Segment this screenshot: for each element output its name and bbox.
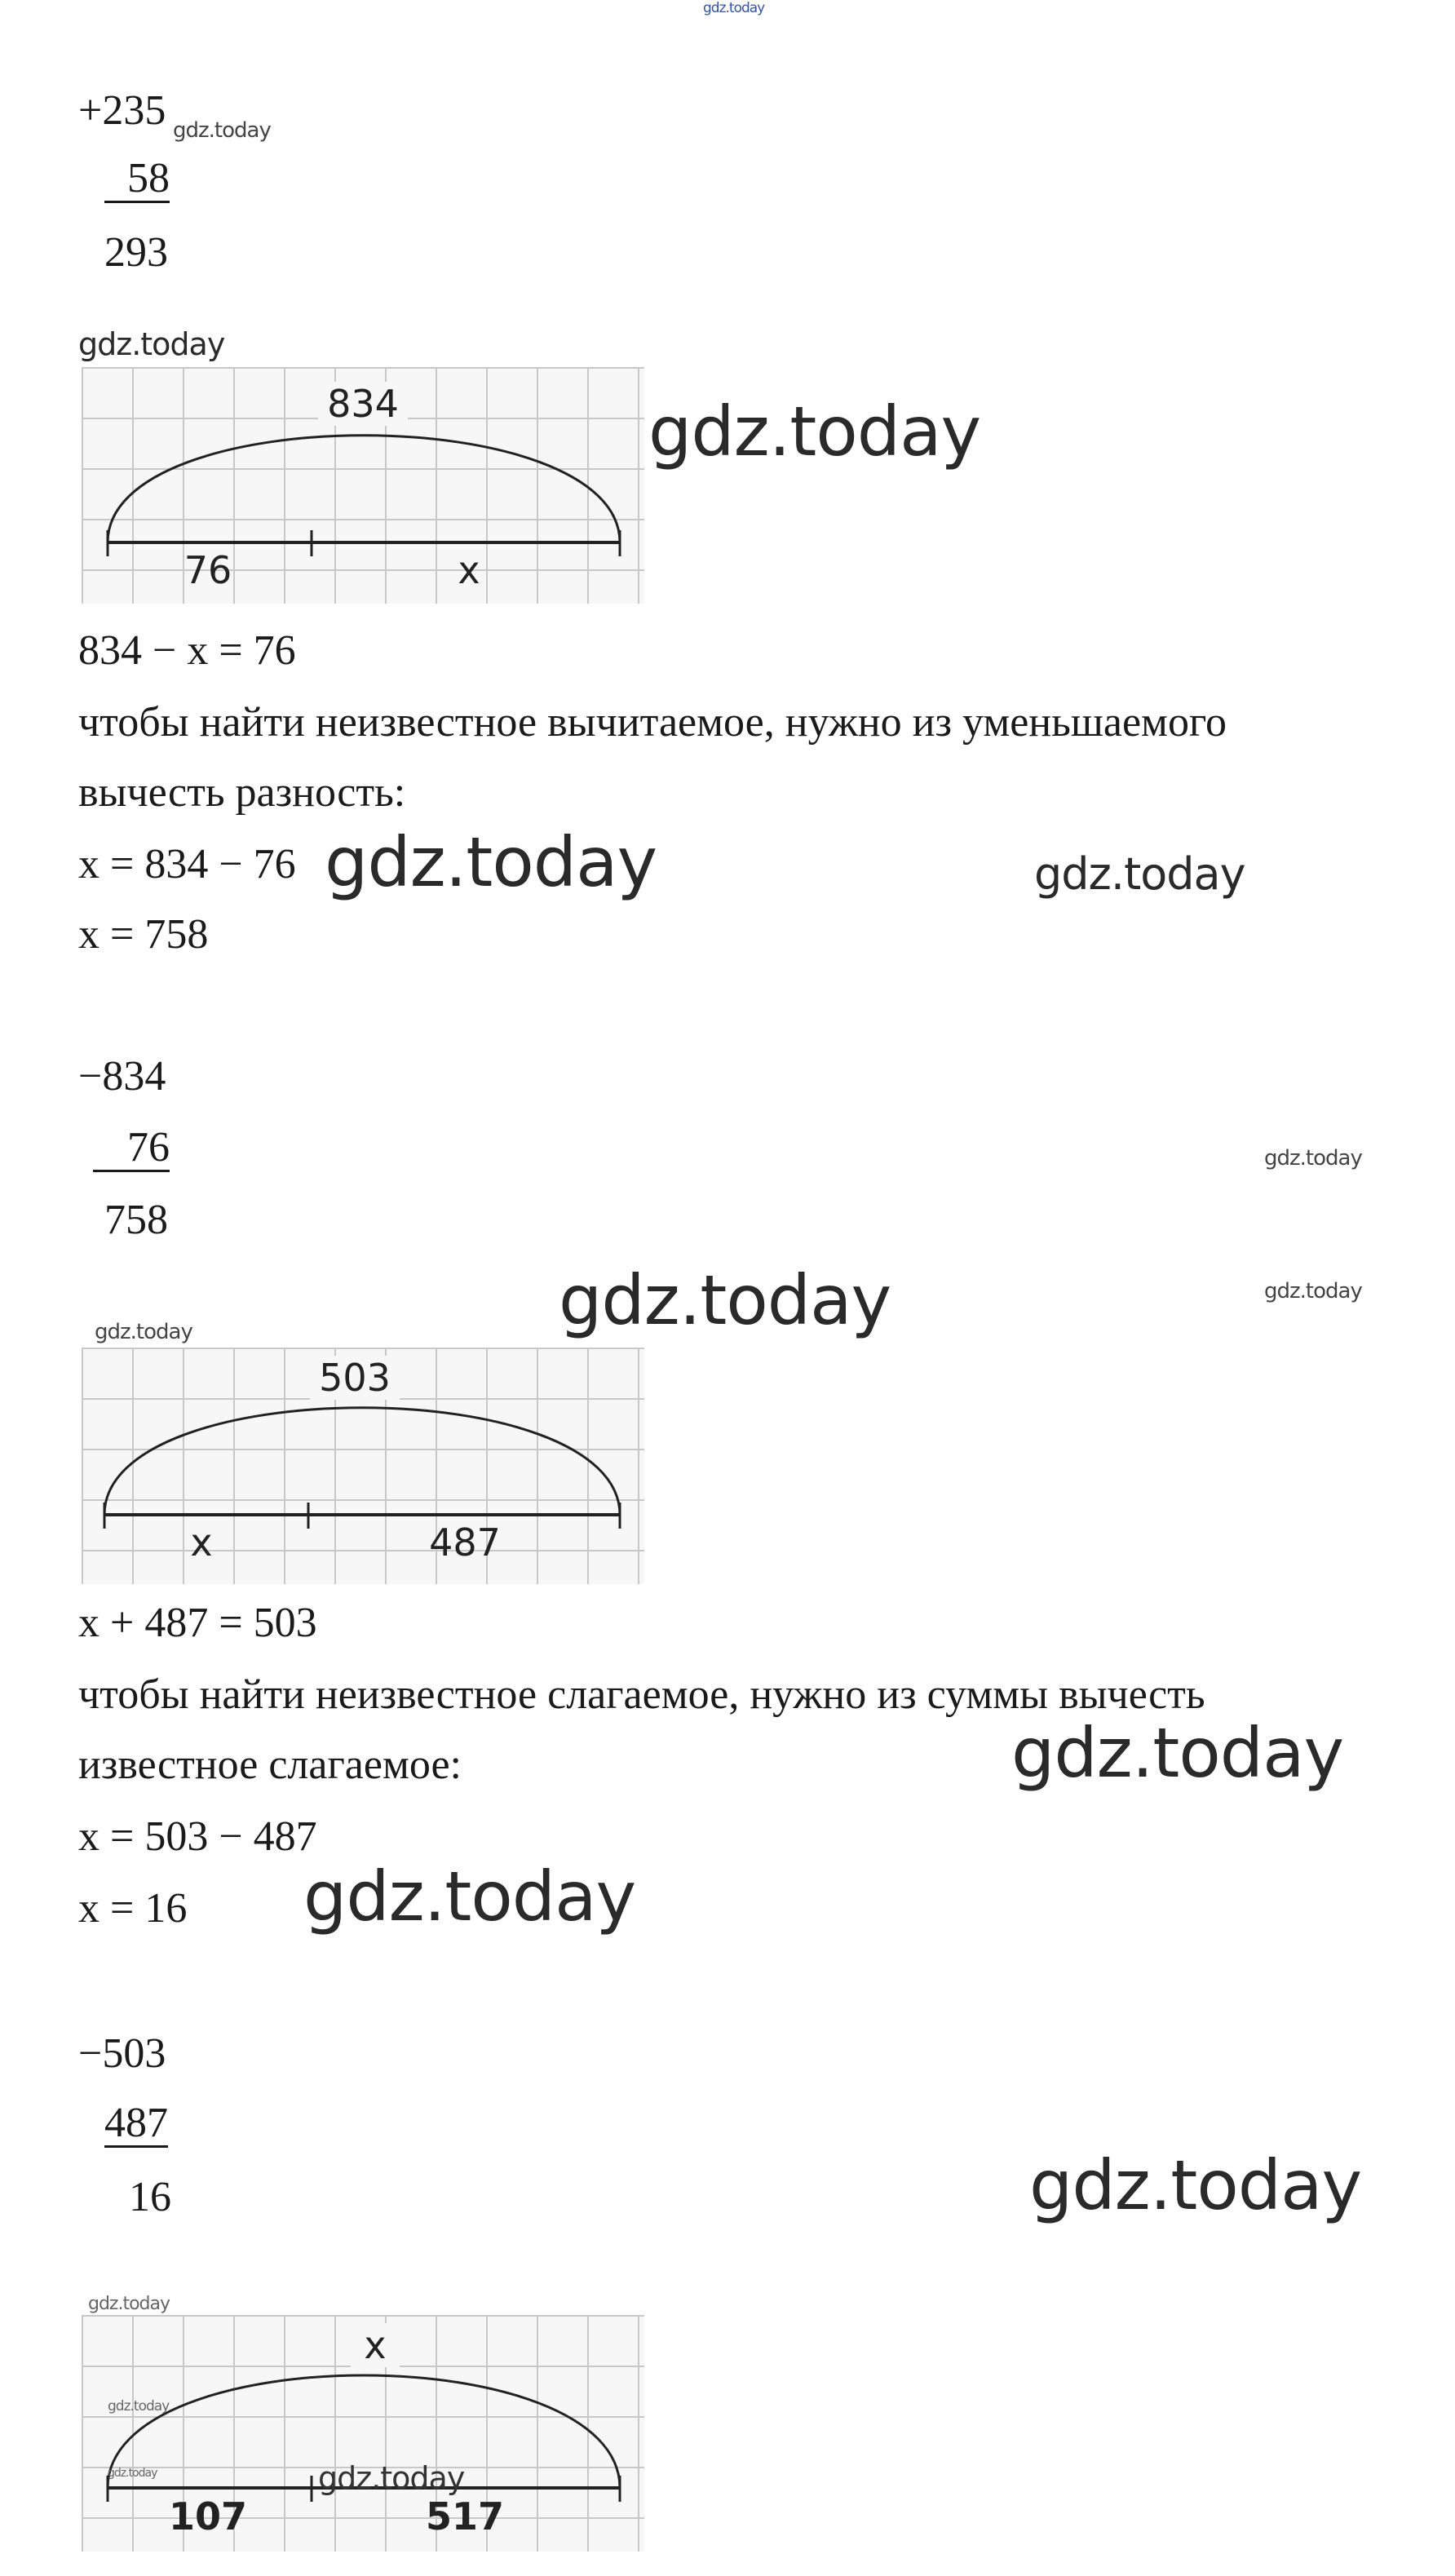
equation-1-step2: x = 834 − 76 bbox=[78, 841, 296, 887]
rule-text-2-line2: известное слагаемое: bbox=[78, 1742, 462, 1788]
rule-watermark: gdz.today bbox=[1011, 1713, 1344, 1793]
diagram3-watermark: gdz.today bbox=[88, 2294, 170, 2314]
addition-result: 293 bbox=[104, 229, 168, 276]
equation-1: 834 − x = 76 bbox=[78, 627, 296, 674]
diagram1-side-watermark: gdz.today bbox=[648, 392, 981, 471]
diagram3-right-label: 517 bbox=[425, 2494, 505, 2538]
diagram3-total-label: x bbox=[351, 2323, 400, 2367]
block3-watermark: gdz.today bbox=[1029, 2145, 1362, 2225]
diagram2-right-label: 487 bbox=[429, 1520, 501, 1565]
segment-diagram-1 bbox=[82, 367, 644, 604]
diagram2-left-label: x bbox=[190, 1520, 213, 1565]
diagram2-watermark: gdz.today bbox=[95, 1320, 192, 1344]
subtraction2-result: 16 bbox=[129, 2174, 171, 2220]
segment-diagram-3 bbox=[82, 2315, 644, 2552]
equation-2-step2: x = 503 − 487 bbox=[78, 1813, 317, 1860]
equation-2: x + 487 = 503 bbox=[78, 1600, 317, 1646]
equation-watermark: gdz.today bbox=[325, 822, 657, 902]
diagram1-right-label: x bbox=[458, 548, 480, 592]
rule-text-2-line1: чтобы найти неизвестное слагаемое, нужно из суммы вычесть bbox=[78, 1671, 1205, 1718]
addition-watermark: gdz.today bbox=[173, 118, 271, 143]
diagram2-total-label: 503 bbox=[310, 1356, 400, 1400]
addition-top-operand: +235 bbox=[78, 87, 166, 134]
diagram1-watermark: gdz.today bbox=[78, 326, 225, 362]
rule-text-1-line1: чтобы найти неизвестное вычитаемое, нужно из уменьшаемого bbox=[78, 699, 1227, 746]
diagram1-left-label: 76 bbox=[184, 548, 232, 592]
header-watermark: gdz.today bbox=[703, 0, 765, 16]
diagram3-inner-watermark-3: gdz.today bbox=[318, 2460, 465, 2496]
equation-2-answer: x = 16 bbox=[78, 1885, 188, 1932]
segment-diagram-2 bbox=[82, 1348, 644, 1584]
diagram3-inner-watermark-2: gdz.today bbox=[108, 2467, 157, 2480]
right-watermark: gdz.today bbox=[1034, 848, 1245, 900]
watermark-small-b: gdz.today bbox=[1264, 1279, 1362, 1303]
rule-text-1-line2: вычесть разность: bbox=[78, 769, 406, 816]
subtraction1-second: 76 bbox=[93, 1126, 170, 1172]
subtraction2-second: 487 bbox=[104, 2100, 168, 2146]
watermark-small-a: gdz.today bbox=[1264, 1146, 1362, 1171]
diagram1-total-label: 834 bbox=[318, 382, 408, 426]
answer-watermark: gdz.today bbox=[303, 1857, 636, 1936]
subtraction2-top: −503 bbox=[78, 2030, 166, 2077]
addition-second-operand: 58 bbox=[104, 157, 170, 203]
diagram3-left-label: 107 bbox=[168, 2494, 248, 2538]
diagram2-big-watermark: gdz.today bbox=[559, 1260, 891, 1340]
equation-1-answer: x = 758 bbox=[78, 911, 209, 958]
diagram3-inner-watermark-1: gdz.today bbox=[108, 2398, 170, 2414]
subtraction1-top: −834 bbox=[78, 1053, 166, 1100]
subtraction1-result: 758 bbox=[104, 1197, 168, 1243]
